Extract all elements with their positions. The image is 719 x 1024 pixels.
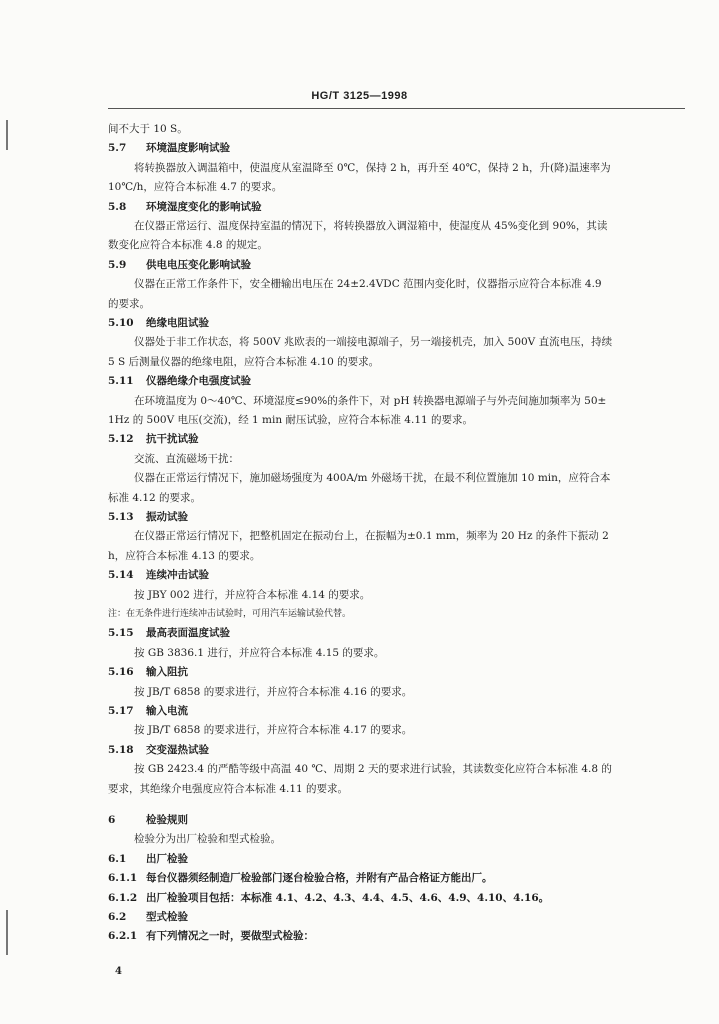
text-line: 按 JB/T 6858 的要求进行，并应符合本标准 4.17 的要求。 [134,724,413,737]
section-heading [108,568,209,582]
text-line: 间不大于 10 S。 [108,123,188,135]
section-number: 5.9 [108,258,127,271]
section-title: 抗干扰试验 [146,433,199,446]
section-heading [108,141,230,155]
text-line: 仪器在正常工作条件下，安全栅输出电压在 24±2.4VDC 范围内变化时，仪器指示应符合本标准 4.9 [134,278,602,291]
section-number: 6.2 [108,911,127,923]
section-heading [108,813,188,827]
section-number: 5.18 [108,743,134,756]
text-line: 仪器处于非工作状态，将 500V 兆欧表的一端接电源端子，另一端接机壳，加入 500V 直流电压，持续 [134,336,613,349]
text-line: 按 JB/T 6858 的要求进行，并应符合本标准 4.16 的要求。 [134,685,413,698]
section-title: 有下列情况之一时，要做型式检验： [146,930,314,943]
section-heading [108,626,230,640]
text-line: 要求，其绝缘介电强度应符合本标准 4.11 的要求。 [108,782,349,795]
section-number: 5.15 [108,627,134,640]
section-number: 5.11 [108,375,134,388]
text-line: 在环境温度为 0～40℃、环境湿度≤90%的条件下，对 pH 转换器电源端子与外壳间施加频率为 50± [134,394,607,407]
running-header: HG/T 3125—1998 [311,90,408,102]
section-heading [108,743,209,757]
section-number: 5.7 [108,142,127,155]
section-title: 仪器绝缘介电强度试验 [146,375,251,388]
text-line: 的要求。 [108,297,150,310]
text-line: 交流、直流磁场干扰： [134,452,239,465]
section-title: 型式检验 [146,911,188,923]
section-number: 5.8 [108,200,127,213]
text-line: 5 S 后测量仪器的绝缘电阻，应符合本标准 4.10 的要求。 [108,355,380,368]
section-title: 出厂检验项目包括：本标准 4.1、4.2、4.3、4.4、4.5、4.6、4.9、4.10、4.16。 [146,891,550,904]
section-number: 5.12 [108,433,134,446]
text-line: 检验分为出厂检验和型式检验。 [134,833,281,846]
section-title: 振动试验 [146,511,188,523]
section-number: 6.1.2 [108,891,138,904]
section-number: 5.17 [108,705,134,717]
section-title: 绝缘电阻试验 [146,317,209,329]
binding-mark [6,910,8,955]
section-heading [108,665,188,679]
section-title: 连续冲击试验 [146,569,209,582]
text-line: 数变化应符合本标准 4.8 的规定。 [108,239,268,252]
text-line: 在仪器正常运行情况下，把整机固定在振动台上，在振幅为±0.1 mm，频率为 20 Hz 的条件下振动 2 [134,530,609,543]
section-heading [108,852,188,866]
section-title: 输入阻抗 [146,666,188,679]
section-title: 检验规则 [146,814,188,826]
section-heading [108,910,188,924]
section-title: 供电电压变化影响试验 [146,258,251,271]
text-line: h，应符合本标准 4.13 的要求。 [108,549,261,562]
section-number: 6.1 [108,852,127,865]
header-rule [108,108,685,109]
page-number: 4 [115,966,122,977]
text-line: 在仪器正常运行、温度保持室温的情况下，将转换器放入调湿箱中，使湿度从 45%变化到 90%，其读 [134,220,608,232]
text-line: 仪器在正常运行情况下，施加磁场强度为 400A/m 外磁场干扰，在最不利位置施加 10 min，应符合本 [134,472,611,485]
section-heading [108,432,199,446]
section-heading [108,510,188,524]
section-number: 6.2.1 [108,930,138,943]
section-number: 6.1.1 [108,872,138,885]
text-line: 10℃/h，应符合本标准 4.7 的要求。 [108,181,283,194]
section-heading [108,871,493,885]
text-line: 标准 4.12 的要求。 [108,491,202,504]
text-line: 按 GB 3836.1 进行，并应符合本标准 4.15 的要求。 [134,646,385,659]
section-number: 5.14 [108,569,134,582]
section-title: 出厂检验 [146,852,188,865]
section-heading [108,200,262,214]
binding-mark [6,120,8,150]
section-title: 输入电流 [146,705,188,717]
text-line: 按 JBY 002 进行，并应符合本标准 4.14 的要求。 [134,588,371,601]
section-heading [108,374,251,388]
section-number: 5.16 [108,666,134,679]
section-heading [108,316,209,330]
section-heading [108,704,188,718]
note-line: 注：在无条件进行连续冲击试验时，可用汽车运输试验代替。 [108,609,352,619]
section-number: 5.10 [108,317,134,329]
section-heading [108,258,251,272]
section-title: 最高表面温度试验 [146,627,230,640]
section-number: 5.13 [108,511,134,523]
section-title: 每台仪器须经制造厂检验部门逐台检验合格，并附有产品合格证方能出厂。 [146,872,493,885]
section-title: 环境温度影响试验 [146,142,230,155]
section-title: 环境湿度变化的影响试验 [146,200,262,213]
text-line: 1Hz 的 500V 电压(交流)，经 1 min 耐压试验，应符合本标准 4.11 的要求。 [108,414,474,426]
section-title: 交变湿热试验 [146,743,209,756]
section-heading [108,891,549,905]
section-heading [108,929,314,943]
text-line: 按 GB 2423.4 的严酷等级中高温 40 ℃、周期 2 天的要求进行试验，其读数变化应符合本标准 4.8 的 [134,763,612,776]
section-number: 6 [108,814,116,826]
text-line: 将转换器放入调温箱中，使温度从室温降至 0℃，保持 2 h，再升至 40℃，保持 2 h，升(降)温速率为 [134,161,611,174]
